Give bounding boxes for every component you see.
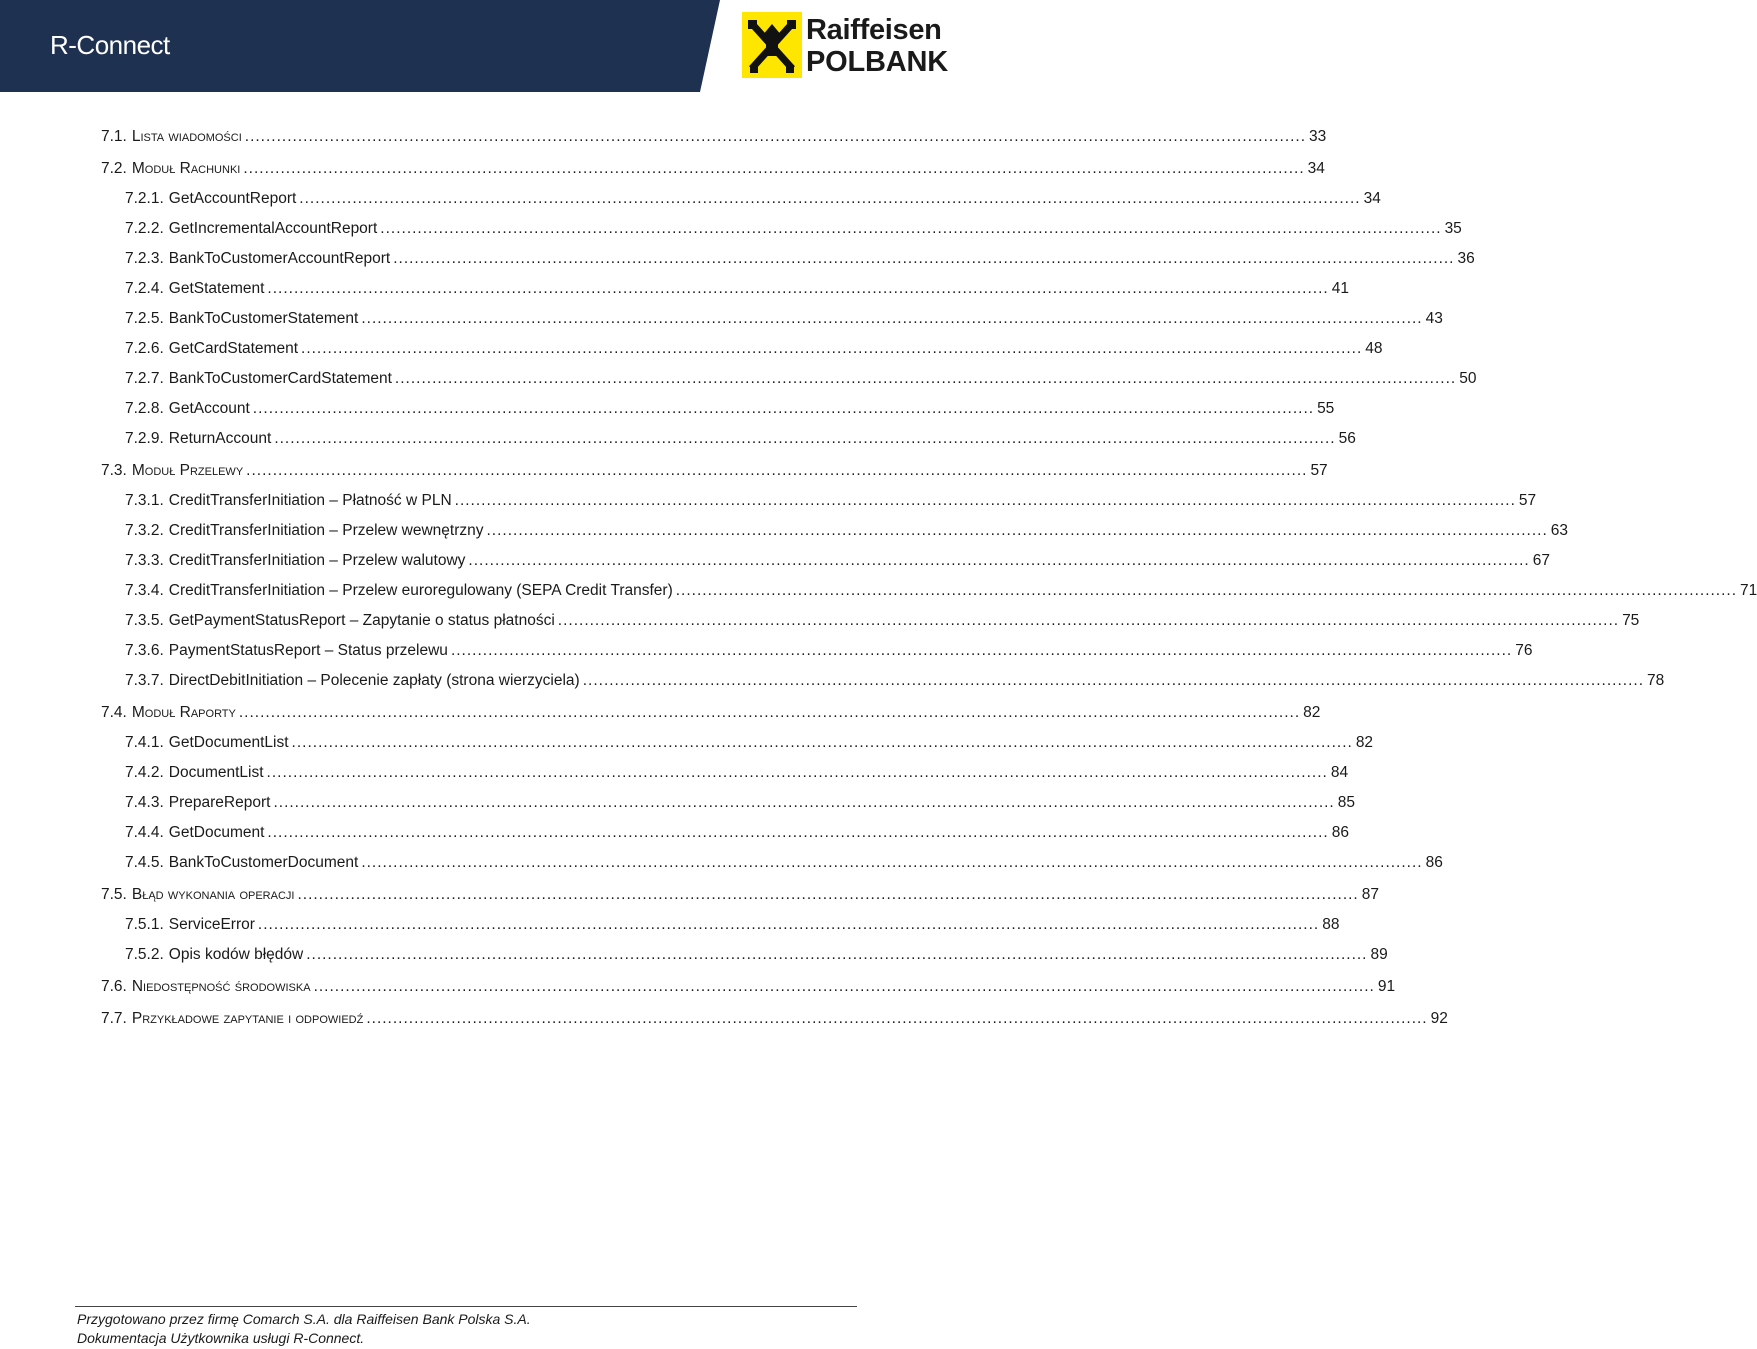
toc-entry-number: 7.2.1. xyxy=(125,190,164,207)
toc-entry[interactable] xyxy=(0,824,1349,848)
toc-entry-title: Przykładowe zapytanie i odpowiedź xyxy=(131,1010,364,1027)
toc-entry-page: 57 xyxy=(1310,462,1328,479)
toc-entry-title: ServiceError xyxy=(168,916,255,933)
toc-entry-page: 84 xyxy=(1330,764,1349,781)
toc-entry[interactable] xyxy=(0,978,1396,1002)
toc-entry[interactable] xyxy=(0,764,1349,788)
toc-entry-number: 7.4.4. xyxy=(125,824,164,841)
toc-entry[interactable] xyxy=(0,492,1537,516)
toc-entry[interactable] xyxy=(0,190,1381,214)
toc-dot-leader: ........................................................................................................................................................................................................ xyxy=(557,612,1620,629)
toc-entry[interactable] xyxy=(0,340,1383,364)
toc-entry-page: 85 xyxy=(1337,794,1355,811)
toc-entry-title: GetCardStatement xyxy=(168,340,299,357)
footer-prepared-by: Przygotowano przez firmę Comarch S.A. dla Raiffeisen Bank Polska S.A. xyxy=(77,1311,531,1327)
toc-dot-leader: ........................................................................................................................................................................................................ xyxy=(244,128,1307,145)
toc-entry[interactable] xyxy=(0,612,1640,636)
toc-entry-title: GetPaymentStatusReport – Zapytanie o status płatności xyxy=(168,612,555,629)
toc-entry-title: ReturnAccount xyxy=(168,430,272,447)
toc-entry[interactable] xyxy=(0,128,1327,152)
toc-entry-number: 7.2.4. xyxy=(125,280,164,297)
toc-entry-number: 7.3. xyxy=(101,462,127,479)
toc-entry-number: 7.7. xyxy=(101,1010,127,1027)
toc-entry-number: 7.5.1. xyxy=(125,916,164,933)
toc-entry-page: 71 xyxy=(1740,582,1757,599)
toc-entry-title: PrepareReport xyxy=(168,794,271,811)
toc-entry-number: 7.2.7. xyxy=(125,370,164,387)
toc-entry-page: 82 xyxy=(1303,704,1321,721)
toc-dot-leader: ........................................................................................................................................................................................................ xyxy=(243,160,1305,177)
toc-entry-title: CreditTransferInitiation – Przelew euroregulowany (SEPA Credit Transfer) xyxy=(168,582,673,599)
toc-entry[interactable] xyxy=(0,160,1325,184)
toc-entry[interactable] xyxy=(0,552,1550,576)
toc-entry[interactable] xyxy=(0,854,1443,878)
toc-dot-leader: ........................................................................................................................................................................................................ xyxy=(393,250,1455,267)
toc-entry[interactable] xyxy=(0,672,1665,696)
toc-entry-page: 82 xyxy=(1355,734,1374,751)
toc-entry-number: 7.5. xyxy=(101,886,127,903)
toc-entry-number: 7.5.2. xyxy=(125,946,164,963)
toc-entry[interactable] xyxy=(0,1010,1448,1034)
toc-entry-page: 57 xyxy=(1518,492,1537,509)
toc-dot-leader: ........................................................................................................................................................................................................ xyxy=(366,1010,1428,1027)
toc-entry-page: 92 xyxy=(1430,1010,1448,1027)
toc-entry-number: 7.2.9. xyxy=(125,430,164,447)
toc-dot-leader: ........................................................................................................................................................................................................ xyxy=(301,340,1363,357)
toc-entry-title: CreditTransferInitiation – Płatność w PLN xyxy=(168,492,452,509)
toc-entry-number: 7.3.2. xyxy=(125,522,164,539)
toc-entry-title: CreditTransferInitiation – Przelew wewnętrzny xyxy=(168,522,484,539)
toc-entry-number: 7.3.1. xyxy=(125,492,164,509)
toc-entry-title: GetAccountReport xyxy=(168,190,297,207)
toc-entry-title: GetDocumentList xyxy=(168,734,289,751)
toc-entry-title: Lista wiadomości xyxy=(131,128,242,145)
toc-entry[interactable] xyxy=(0,430,1356,454)
toc-entry-title: Opis kodów błędów xyxy=(168,946,304,963)
toc-dot-leader: ........................................................................................................................................................................................................ xyxy=(267,280,1329,297)
toc-dot-leader: ........................................................................................................................................................................................................ xyxy=(380,220,1442,237)
toc-entry-title: BankToCustomerDocument xyxy=(168,854,359,871)
toc-dot-leader: ........................................................................................................................................................................................................ xyxy=(450,642,1513,659)
toc-entry[interactable] xyxy=(0,400,1335,424)
toc-dot-leader: ........................................................................................................................................................................................................ xyxy=(582,672,1644,689)
toc-entry-title: Moduł Rachunki xyxy=(131,160,241,177)
toc-dot-leader: ........................................................................................................................................................................................................ xyxy=(361,310,1423,327)
toc-entry-page: 76 xyxy=(1515,642,1533,659)
toc-dot-leader: ........................................................................................................................................................................................................ xyxy=(299,190,1361,207)
toc-entry-page: 48 xyxy=(1365,340,1383,357)
footer-divider xyxy=(75,1306,857,1307)
toc-entry-page: 75 xyxy=(1622,612,1640,629)
toc-entry-number: 7.4.1. xyxy=(125,734,164,751)
toc-entry-title: PaymentStatusReport – Status przelewu xyxy=(168,642,448,659)
toc-entry[interactable] xyxy=(0,946,1388,970)
toc-entry-number: 7.2.8. xyxy=(125,400,164,417)
toc-entry-number: 7.3.3. xyxy=(125,552,164,569)
toc-entry-title: CreditTransferInitiation – Przelew walutowy xyxy=(168,552,466,569)
toc-dot-leader: ........................................................................................................................................................................................................ xyxy=(468,552,1530,569)
toc-entry-page: 56 xyxy=(1338,430,1356,447)
toc-entry-number: 7.4.3. xyxy=(125,794,164,811)
toc-entry-number: 7.1. xyxy=(101,128,127,145)
toc-entry-page: 50 xyxy=(1459,370,1477,387)
toc-dot-leader: ........................................................................................................................................................................................................ xyxy=(297,886,1359,903)
toc-entry-number: 7.3.4. xyxy=(125,582,164,599)
footer-document-title: Dokumentacja Użytkownika usługi R-Connect. xyxy=(77,1330,365,1346)
toc-entry-page: 34 xyxy=(1363,190,1381,207)
toc-dot-leader: ........................................................................................................................................................................................................ xyxy=(454,492,1516,509)
toc-entry-title: DirectDebitInitiation – Polecenie zapłaty (strona wierzyciela) xyxy=(168,672,580,689)
toc-dot-leader: ........................................................................................................................................................................................................ xyxy=(252,400,1315,417)
toc-dot-leader: ........................................................................................................................................................................................................ xyxy=(486,522,1548,539)
toc-entry[interactable] xyxy=(0,582,1757,606)
toc-entry[interactable] xyxy=(0,310,1443,334)
toc-entry-number: 7.2.3. xyxy=(125,250,164,267)
toc-entry-title: GetIncrementalAccountReport xyxy=(168,220,378,237)
bank-logo xyxy=(738,8,960,84)
toc-dot-leader: ........................................................................................................................................................................................................ xyxy=(266,764,1328,781)
toc-entry-title: GetAccount xyxy=(168,400,250,417)
toc-entry-number: 7.6. xyxy=(101,978,127,995)
toc-entry-page: 86 xyxy=(1331,824,1349,841)
toc-dot-leader: ........................................................................................................................................................................................................ xyxy=(257,916,1320,933)
toc-entry-title: Błąd wykonania operacji xyxy=(131,886,295,903)
toc-entry-number: 7.2.6. xyxy=(125,340,164,357)
toc-dot-leader: ........................................................................................................................................................................................................ xyxy=(361,854,1423,871)
toc-entry-page: 89 xyxy=(1370,946,1388,963)
toc-entry-page: 67 xyxy=(1532,552,1550,569)
toc-entry-page: 41 xyxy=(1331,280,1349,297)
toc-dot-leader: ........................................................................................................................................................................................................ xyxy=(306,946,1368,963)
toc-entry-number: 7.4.2. xyxy=(125,764,164,781)
toc-entry-page: 63 xyxy=(1550,522,1569,539)
toc-entry-title: BankToCustomerAccountReport xyxy=(168,250,391,267)
toc-entry[interactable] xyxy=(0,642,1533,666)
toc-entry-number: 7.2.5. xyxy=(125,310,164,327)
toc-entry[interactable] xyxy=(0,522,1569,546)
toc-entry-page: 86 xyxy=(1425,854,1443,871)
toc-dot-leader: ........................................................................................................................................................................................................ xyxy=(273,794,1335,811)
toc-dot-leader: ........................................................................................................................................................................................................ xyxy=(291,734,1353,751)
toc-entry[interactable] xyxy=(0,280,1349,304)
toc-dot-leader: ........................................................................................................................................................................................................ xyxy=(313,978,1375,995)
toc-entry-title: DocumentList xyxy=(168,764,264,781)
toc-entry-title: BankToCustomerCardStatement xyxy=(168,370,392,387)
toc-entry-number: 7.2. xyxy=(101,160,127,177)
toc-dot-leader: ........................................................................................................................................................................................................ xyxy=(246,462,1308,479)
toc-dot-leader: ........................................................................................................................................................................................................ xyxy=(394,370,1457,387)
logo-word-polbank: POLBANK xyxy=(806,46,948,78)
toc-entry-page: 33 xyxy=(1309,128,1327,145)
toc-entry[interactable] xyxy=(0,220,1462,244)
toc-entry-title: Moduł Przelewy xyxy=(131,462,244,479)
toc-entry-number: 7.3.5. xyxy=(125,612,164,629)
product-name: R-Connect xyxy=(50,30,170,60)
toc-entry[interactable] xyxy=(0,916,1340,940)
toc-dot-leader: ........................................................................................................................................................................................................ xyxy=(238,704,1301,721)
toc-entry-number: 7.3.6. xyxy=(125,642,164,659)
toc-entry-title: GetDocument xyxy=(168,824,265,841)
toc-entry-title: GetStatement xyxy=(168,280,265,297)
toc-entry-title: Niedostępność środowiska xyxy=(131,978,311,995)
toc-entry[interactable] xyxy=(0,794,1355,818)
toc-entry-number: 7.3.7. xyxy=(125,672,164,689)
toc-entry-number: 7.2.2. xyxy=(125,220,164,237)
toc-entry[interactable] xyxy=(0,734,1374,758)
toc-entry-number: 7.4.5. xyxy=(125,854,164,871)
toc-entry-page: 78 xyxy=(1647,672,1665,689)
toc-entry-page: 87 xyxy=(1361,886,1379,903)
toc-entry-page: 91 xyxy=(1377,978,1396,995)
toc-entry-title: Moduł Raporty xyxy=(131,704,236,721)
toc-dot-leader: ........................................................................................................................................................................................................ xyxy=(274,430,1336,447)
toc-entry[interactable] xyxy=(0,704,1321,728)
toc-entry-page: 34 xyxy=(1307,160,1325,177)
toc-entry-page: 55 xyxy=(1317,400,1335,417)
toc-entry[interactable] xyxy=(0,370,1477,394)
toc-entry[interactable] xyxy=(0,886,1379,910)
toc-entry-page: 36 xyxy=(1457,250,1475,267)
toc-dot-leader: ........................................................................................................................................................................................................ xyxy=(267,824,1329,841)
logo-word-raiffeisen: Raiffeisen xyxy=(806,14,942,46)
toc-entry[interactable] xyxy=(0,250,1475,274)
toc-entry-page: 35 xyxy=(1444,220,1462,237)
toc-entry[interactable] xyxy=(0,462,1328,486)
toc-entry-title: BankToCustomerStatement xyxy=(168,310,359,327)
toc-entry-number: 7.4. xyxy=(101,704,127,721)
toc-dot-leader: ........................................................................................................................................................................................................ xyxy=(675,582,1738,599)
toc-entry-page: 88 xyxy=(1322,916,1340,933)
page-header xyxy=(0,0,960,92)
crossed-gables-icon xyxy=(742,12,802,78)
toc-entry-page: 43 xyxy=(1425,310,1443,327)
